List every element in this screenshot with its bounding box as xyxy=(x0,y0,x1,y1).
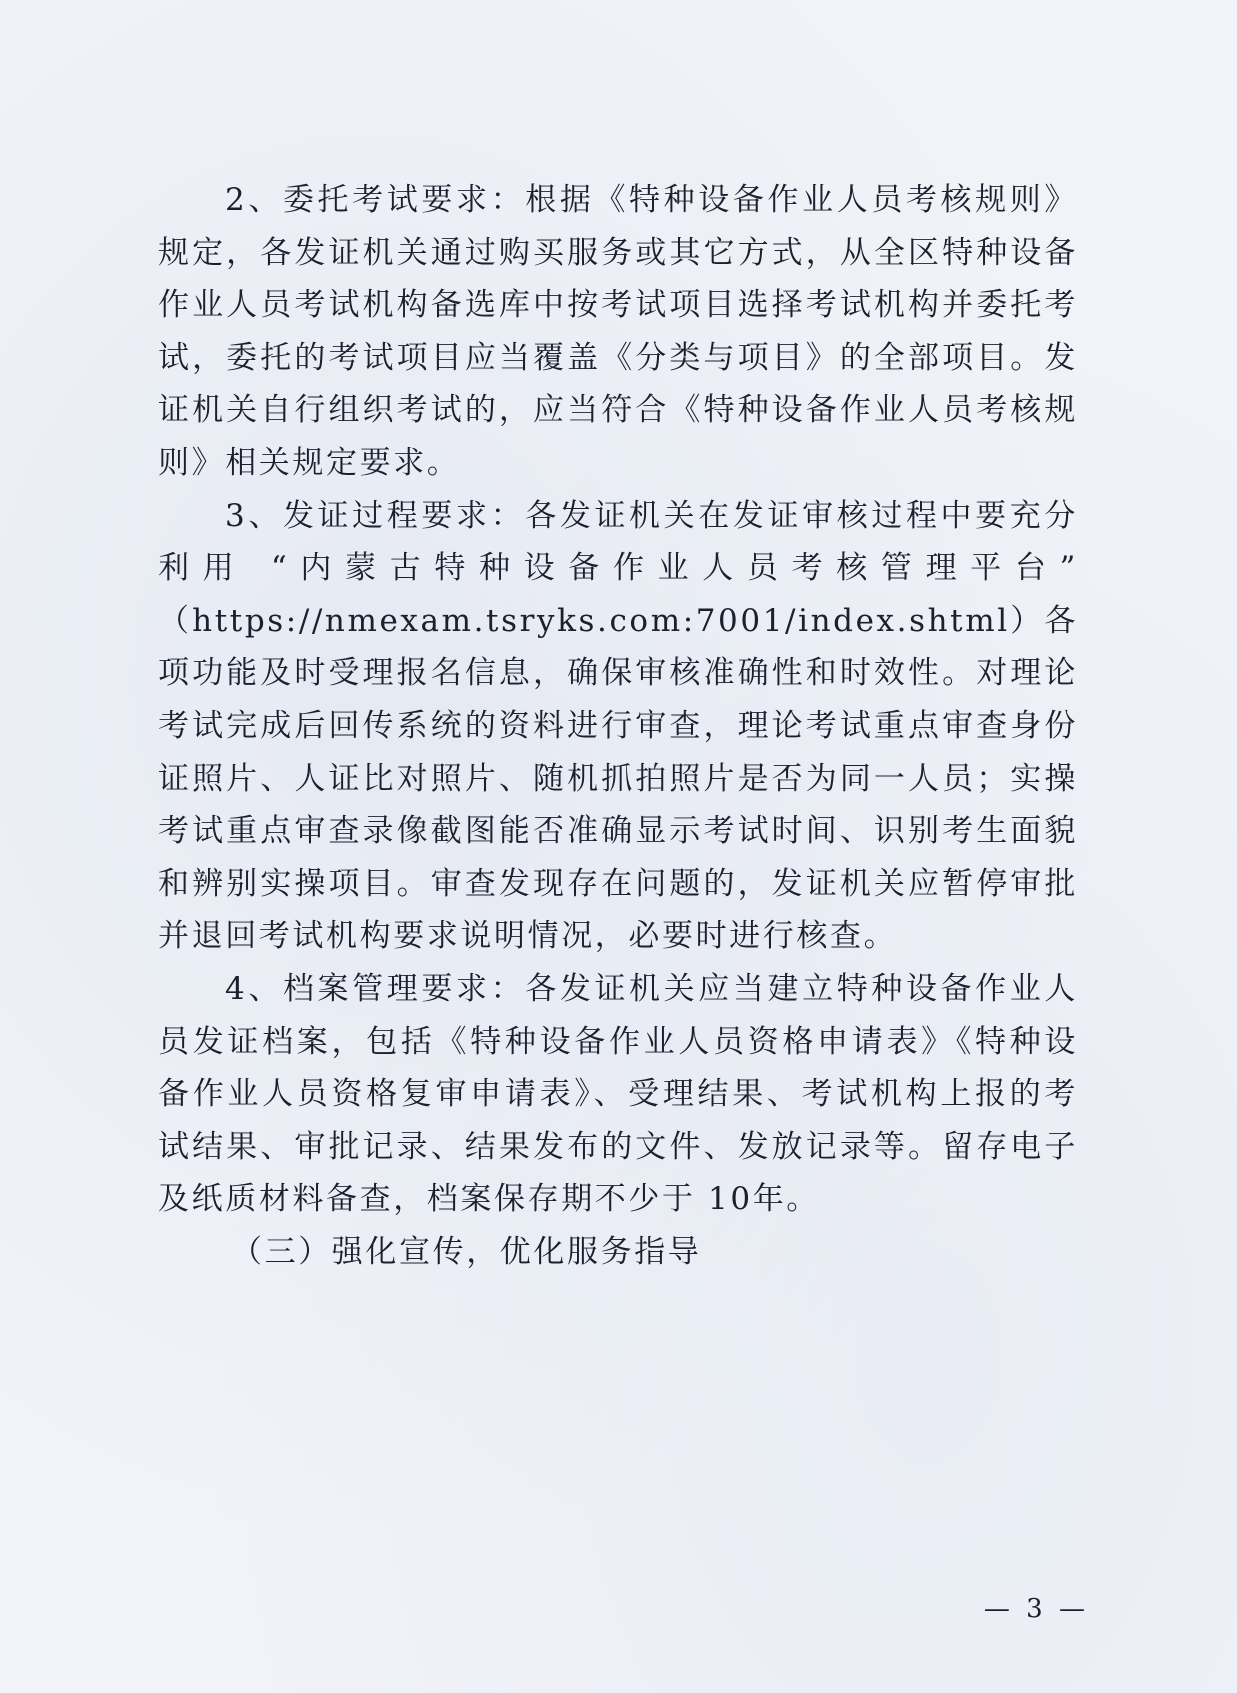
paragraph-archive-management: 4、档案管理要求：各发证机关应当建立特种设备作业人员发证档案，包括《特种设备作业人员资格申请表》《特种设备作业人员资格复审申请表》、受理结果、考试机构上报的考试结果、审批记录、结果发布的文件、发放记录等。留存电子及纸质材料备查，档案保存期不少于 10年。 xyxy=(158,970,1078,1218)
paragraph-certification-process: 3、发证过程要求：各发证机关在发证审核过程中要充分利用 “内蒙古特种设备作业人员考核管理平台” （https://nmexam.tsryks.com:7001/index.shtml）各项功能及时受理报名信息，确保审核准确性和时效性。对理论考试完成后回传系统的资料进行审查，理论考试重点审查身份证照片、人证比对照片、随机抓拍照片是否为同一人员；实操考试重点审查录像截图能否准确显示考试时间、识别考生面貌和辨别实操项目。审查发现存在问题的，发证机关应暂停审批并退回考试机构要求说明情况，必要时进行核查。 xyxy=(158,497,1078,955)
page-number: — 3 — xyxy=(983,1594,1089,1624)
document-body xyxy=(158,174,1078,1278)
paragraph-exam-entrustment: 2、委托考试要求：根据《特种设备作业人员考核规则》规定，各发证机关通过购买服务或其它方式，从全区特种设备作业人员考试机构备选库中按考试项目选择考试机构并委托考试，委托的考试项目应当覆盖《分类与项目》的全部项目。发证机关自行组织考试的，应当符合《特种设备作业人员考核规则》相关规定要求。 xyxy=(158,182,1078,481)
section-heading: （三）强化宣传，优化服务指导 xyxy=(231,1233,702,1270)
